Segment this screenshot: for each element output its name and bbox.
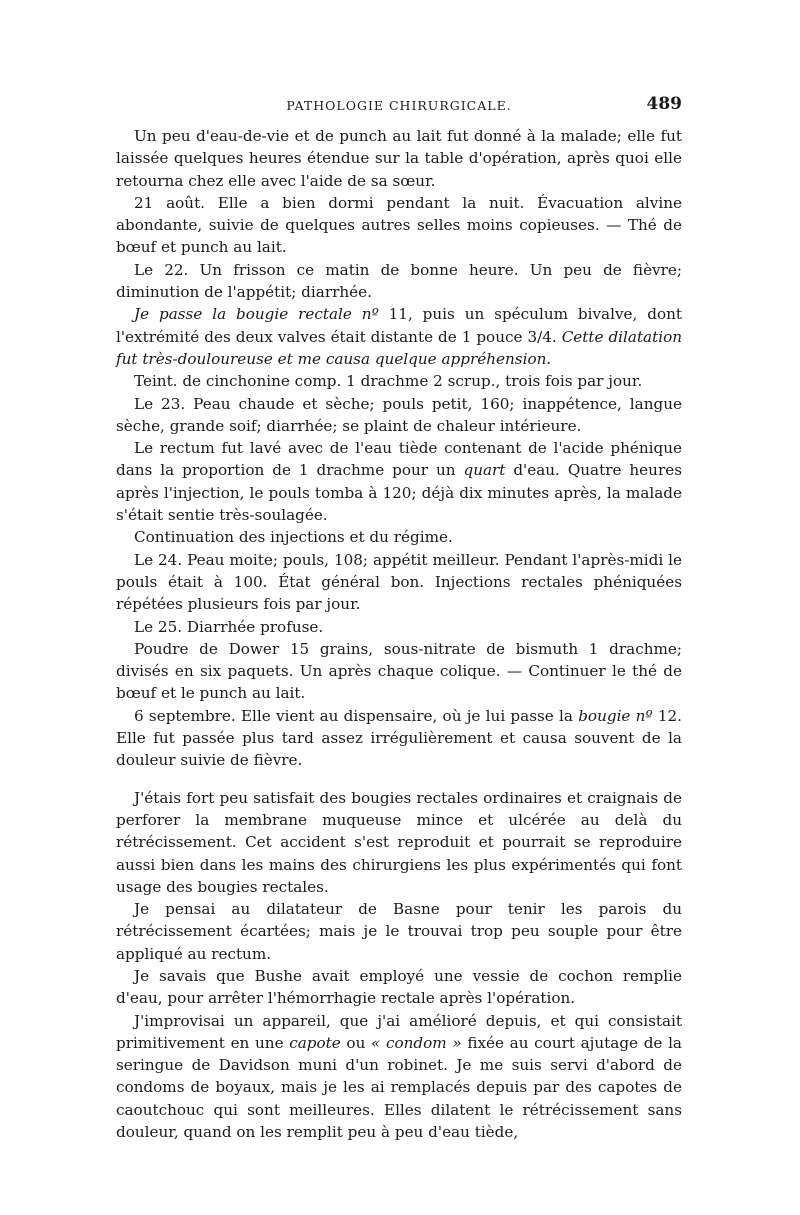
paragraph [116,303,682,370]
text-run: 12. Elle fut passée plus tard assez irrégulièrement et causa souvent de la douleur suivie de fièvre. [116,706,682,770]
running-title: PATHOLOGIE CHIRURGICALE. [286,98,512,113]
italic-text: quart [463,461,506,480]
page-header [116,92,682,118]
italic-text: « condom » [371,1033,462,1052]
paragraph [116,616,682,638]
text-run: Continuation des injections et du régime. [134,528,453,547]
text-run: Je pensai au dilatateur de Basne pour tenir les parois du rétrécissement écartées; mais je le trouvai trop peu souple pour être appliqué au rectum. [116,900,682,963]
text-run: Teint. de cinchonine comp. 1 drachme 2 scrup., trois fois par jour. [134,372,643,391]
italic-text: Je passe la bougie rectale nº [134,305,379,324]
paragraph [116,965,682,1010]
text-run: Le 25. Diarrhée profuse. [134,617,324,636]
paragraph [116,549,682,616]
text-run: J'improvisai un appareil, que j'ai amélioré depuis, et qui consistait primitivement en une [116,1011,682,1052]
paragraph [116,705,682,772]
text-run: Le 24. Peau moite; pouls, 108; appétit meilleur. Pendant l'après-midi le pouls était à 100. État général bon. Injections rectales phéniquées répétées plusieurs fois par jour. [116,550,682,614]
text-run: 6 septembre. Elle vient au dispensaire, où je lui passe la [134,706,579,725]
paragraph [116,259,682,304]
italic-text: bougie nº [578,706,653,725]
paragraph [116,393,682,438]
body-text [116,125,682,1143]
text-run: 11, puis un spéculum bivalve, dont l'extrémité des deux valves était distante de 1 pouce 3/4. [116,305,683,346]
text-run: J'étais fort peu satisfait des bougies rectales ordinaires et craignais de perforer la membrane muqueuse mince et ulcérée au delà du rétrécissement. Cet accident s'est reproduit et pourrait se reproduire aussi bien dans les mains des chirurgiens les plus expérimentés qui font usage des bougies rectales. [116,788,682,896]
text-run: 21 août. Elle a bien dormi pendant la nuit. Évacuation alvine abondante, suivie de quelques autres selles moins copieuses. — Thé de bœuf et punch au lait. [116,193,682,257]
paragraph [116,526,682,548]
text-run: d'eau. Quatre heures après l'injection, le pouls tomba à 120; déjà dix minutes après, la malade s'était sentie très-soulagée. [116,461,682,525]
paragraph [116,192,682,259]
italic-text: Cette dilatation fut très-douloureuse et me causa quelque appréhension. [116,327,682,368]
text-run: Je savais que Bushe avait employé une vessie de cochon remplie d'eau, pour arrêter l'hémorrhagie rectale après l'opération. [116,966,682,1008]
text-run: Un peu d'eau-de-vie et de punch au lait fut donné à la malade; elle fut laissée quelques heures étendue sur la table d'opération, après quoi elle retourna chez elle avec l'aide de sa sœur. [116,127,682,190]
text-run: Le rectum fut lavé avec de l'eau tiède contenant de l'acide phénique dans la proportion de 1 drachme pour un [116,439,682,480]
paragraph [116,437,682,526]
page [116,92,682,1143]
text-run: Le 22. Un frisson ce matin de bonne heure. Un peu de fièvre; diminution de l'appétit; diarrhée. [116,260,682,302]
paragraph [116,1010,682,1144]
page-number: 489 [646,94,682,114]
text-run: ou [340,1033,372,1052]
text-run: Poudre de Dower 15 grains, sous-nitrate de bismuth 1 drachme; divisés en six paquets. Un après chaque colique. — Continuer le thé de bœuf et le punch au lait. [116,639,682,703]
paragraph [116,125,682,192]
paragraph [116,638,682,705]
paragraph [116,898,682,965]
text-run: Le 23. Peau chaude et sèche; pouls petit, 160; inappétence, langue sèche, grande soif; diarrhée; se plaint de chaleur intérieure. [116,394,682,435]
paragraph [116,787,682,898]
paragraph [116,370,682,392]
italic-text: capote [289,1033,341,1052]
text-run: fixée au court ajutage de la seringue de Davidson muni d'un robinet. Je me suis servi d'abord de condoms de boyaux, mais je les ai remplacés depuis par des capotes de caoutchouc qui sont meilleures. Elles dilatent le rétrécissement sans douleur, quand on les remplit peu à peu d'eau tiède, [116,1033,682,1142]
